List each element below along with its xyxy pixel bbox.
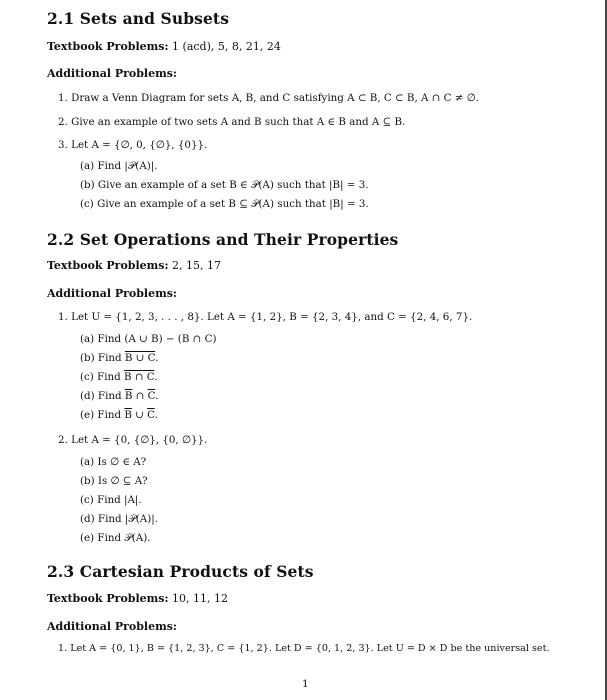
problem-text: Let U = {1, 2, 3, . . . , 8}. Let A = {1, 2}, B = {2, 3, 4}, and C = {2, 4, 6, 7}. — [71, 311, 473, 323]
complement-expression: B ∪ C — [124, 352, 156, 364]
complement-expression: B ∩ C — [124, 371, 155, 383]
problem-item — [58, 311, 472, 323]
subpart-text: Give an example of a set B ⊆ 𝒫(A) such that |B| = 3. — [97, 198, 369, 210]
problem-number: 3. — [58, 139, 68, 151]
set-operator: ∩ — [132, 390, 148, 402]
subpart-prefix: Find — [97, 333, 122, 345]
problem-item — [58, 116, 405, 128]
subpart-item — [80, 179, 369, 192]
problem-item — [58, 434, 207, 446]
complement-set: $\overline{C}$ — [147, 390, 156, 402]
textbook-label: Textbook Problems: — [47, 40, 169, 53]
complement-set: $\overline{B}$ — [124, 390, 133, 402]
page-number: 1 — [302, 678, 309, 690]
subpart-item — [80, 513, 158, 526]
section-heading-2-2: 2.2 Set Operations and Their Properties — [47, 230, 399, 249]
textbook-label: Textbook Problems: — [47, 259, 169, 272]
problem-number: 1. — [58, 643, 68, 654]
textbook-list: 2, 15, 17 — [172, 259, 222, 272]
subpart-text: Give an example of a set B ∈ 𝒫(A) such that |B| = 3. — [97, 179, 369, 191]
subpart-label: (e) — [80, 409, 95, 421]
subpart-label: (c) — [80, 494, 94, 506]
subpart-label: (b) — [80, 475, 95, 487]
subpart-item — [80, 475, 148, 487]
textbook-problems-2-3 — [47, 592, 228, 605]
problem-item — [58, 643, 550, 654]
subpart-item — [80, 352, 158, 364]
subpart-label: (a) — [80, 333, 95, 345]
subpart-expression: (A ∪ B) − (B ∩ C) — [124, 333, 217, 345]
subpart-item — [80, 371, 158, 383]
problem-number: 2. — [58, 116, 68, 128]
problem-number: 2. — [58, 434, 68, 446]
subpart-suffix: . — [155, 352, 159, 364]
subpart-label: (b) — [80, 352, 95, 364]
textbook-label: Textbook Problems: — [47, 592, 169, 605]
section-heading-2-1: 2.1 Sets and Subsets — [47, 9, 230, 28]
subpart-item — [80, 390, 158, 402]
problem-item — [58, 92, 479, 104]
subpart-label: (d) — [80, 390, 95, 402]
subpart-prefix: Find — [97, 352, 122, 364]
subpart-suffix: . — [155, 390, 159, 402]
problem-text: Let A = {0, 1}, B = {1, 2, 3}, C = {1, 2}. Let D = {0, 1, 2, 3}. Let U = D × D be the universal set. — [70, 643, 550, 654]
subpart-item — [80, 532, 151, 545]
textbook-problems-2-1 — [47, 40, 281, 53]
textbook-problems-2-2 — [47, 259, 221, 272]
problem-number: 1. — [58, 92, 68, 104]
subpart-text: Find |𝒫(A)|. — [97, 513, 158, 525]
subpart-item — [80, 456, 146, 468]
subpart-item — [80, 198, 369, 211]
subpart-label: (a) — [80, 456, 95, 468]
complement-set: $\overline{B}$ — [124, 409, 132, 421]
subpart-text: Is ∅ ∈ A? — [97, 456, 147, 468]
problem-text: Let A = {0, {∅}, {0, ∅}}. — [71, 434, 208, 446]
section-heading-2-3: 2.3 Cartesian Products of Sets — [47, 562, 314, 581]
subpart-item — [80, 494, 142, 506]
subpart-label: (d) — [80, 513, 95, 525]
subpart-item — [80, 333, 216, 345]
subpart-label: (c) — [80, 198, 94, 210]
subpart-label: (e) — [80, 532, 95, 544]
subpart-prefix: Find — [97, 371, 121, 383]
problem-item — [58, 139, 207, 151]
additional-problems-label: Additional Problems: — [47, 67, 177, 80]
textbook-list: 10, 11, 12 — [172, 592, 229, 605]
subpart-suffix: . — [154, 371, 158, 383]
additional-problems-label: Additional Problems: — [47, 287, 177, 300]
problem-text: Let A = {∅, 0, {∅}, {0}}. — [71, 139, 208, 151]
textbook-list: 1 (acd), 5, 8, 21, 24 — [172, 40, 281, 53]
subpart-prefix: Find — [97, 409, 122, 421]
subpart-text: Find |𝒫(A)|. — [97, 160, 158, 172]
subpart-label: (b) — [80, 179, 95, 191]
subpart-suffix: . — [154, 409, 158, 421]
problem-text: Give an example of two sets A and B such that A ∈ B and A ⊆ B. — [71, 116, 406, 128]
problem-text: Draw a Venn Diagram for sets A, B, and C satisfying A ⊂ B, C ⊂ B, A ∩ C ≠ ∅. — [71, 92, 479, 104]
complement-set: $\overline{C}$ — [147, 409, 155, 421]
subpart-label: (a) — [80, 160, 95, 172]
set-operator: ∪ — [131, 409, 148, 421]
subpart-text: Is ∅ ⊆ A? — [97, 475, 148, 487]
subpart-text: Find |A|. — [97, 494, 142, 506]
subpart-label: (c) — [80, 371, 94, 383]
problem-number: 1. — [58, 311, 68, 323]
additional-problems-label: Additional Problems: — [47, 620, 177, 633]
subpart-item — [80, 160, 158, 173]
subpart-text: Find 𝒫(A). — [97, 532, 151, 544]
subpart-prefix: Find — [97, 390, 122, 402]
subpart-item — [80, 409, 158, 421]
